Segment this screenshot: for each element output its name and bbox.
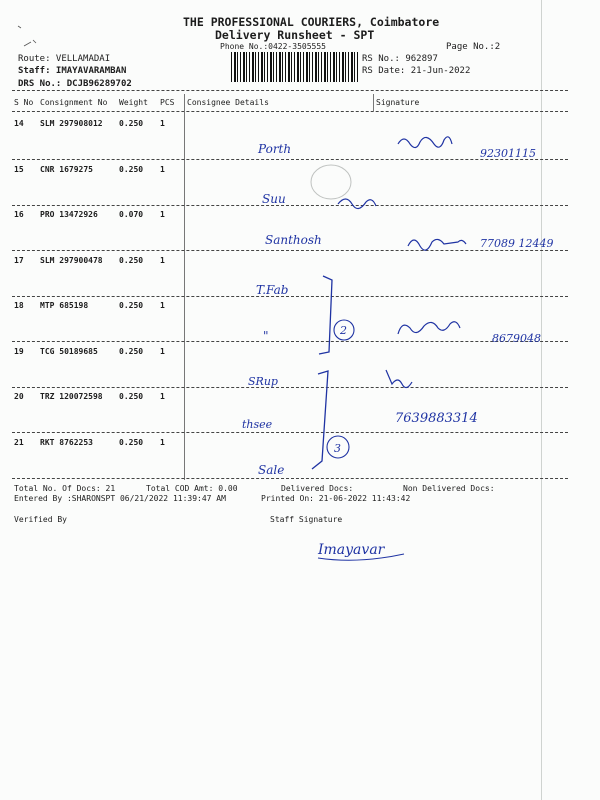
col-consignment-header: Consignment No <box>40 98 108 107</box>
row-pcs: 1 <box>160 165 165 174</box>
col-consignee-header: Consignee Details <box>187 98 269 107</box>
phone-handwriting: 7639883314 <box>395 411 478 426</box>
row-sno: 16 <box>14 210 24 219</box>
circled-number: 3 <box>334 442 341 455</box>
consignee-handwriting: Porth <box>258 142 292 156</box>
row-weight: 0.250 <box>119 119 144 128</box>
consignee-handwriting: T.Fab <box>256 283 289 297</box>
phone-number: Phone No.:0422-3505555 <box>220 42 326 51</box>
consignee-handwriting: thsee <box>242 418 273 431</box>
consignee-handwriting: SRup <box>248 375 278 388</box>
page-number: Page No.:2 <box>446 42 501 52</box>
consignee-handwriting: Sale <box>258 463 285 477</box>
printed-on: Printed On: 21-06-2022 11:43:42 <box>261 494 411 503</box>
row-weight: 0.250 <box>119 165 144 174</box>
row-pcs: 1 <box>160 256 165 265</box>
signature-number: 8679048 <box>492 332 541 345</box>
signature-number: 77089 12449 <box>480 237 554 250</box>
company-title: THE PROFESSIONAL COURIERS, Coimbatore <box>183 15 440 29</box>
verified-by: Verified By <box>14 515 67 524</box>
row-sno: 20 <box>14 392 24 401</box>
rs-date: RS Date: 21-Jun-2022 <box>362 66 471 76</box>
delivered-docs: Delivered Docs: <box>281 484 354 493</box>
total-docs: Total No. Of Docs: 21 <box>14 484 116 493</box>
col-weight-header: Weight <box>119 98 148 107</box>
row-weight: 0.070 <box>119 210 144 219</box>
runsheet-title: Delivery Runsheet - SPT <box>215 28 375 42</box>
row-pcs: 1 <box>160 210 165 219</box>
row-sno: 19 <box>14 347 24 356</box>
row-pcs: 1 <box>160 438 165 447</box>
route: Route: VELLAMADAI <box>18 54 111 64</box>
row-weight: 0.250 <box>119 392 144 401</box>
staff-signature-label: Staff Signature <box>270 515 343 524</box>
row-sno: 21 <box>14 438 24 447</box>
consignee-handwriting: " <box>263 329 269 343</box>
row-consignment-no: CNR 1679275 <box>40 165 93 174</box>
row-weight: 0.250 <box>119 256 144 265</box>
row-consignment-no: PRO 13472926 <box>40 210 98 219</box>
drs-number: DRS No.: DCJB96289702 <box>18 79 132 89</box>
row-pcs: 1 <box>160 119 165 128</box>
consignee-handwriting: Santhosh <box>265 233 322 247</box>
staff-signature: Imayavar <box>318 542 385 558</box>
consignee-handwriting: Suu <box>262 192 286 206</box>
row-weight: 0.250 <box>119 438 144 447</box>
col-pcs-header: PCS <box>160 98 175 107</box>
row-consignment-no: SLM 297900478 <box>40 256 103 265</box>
row-sno: 17 <box>14 256 24 265</box>
circled-number: 2 <box>340 324 347 337</box>
non-delivered-docs: Non Delivered Docs: <box>403 484 495 493</box>
row-consignment-no: RKT 8762253 <box>40 438 93 447</box>
rs-number: RS No.: 962897 <box>362 54 438 64</box>
row-pcs: 1 <box>160 301 165 310</box>
col-signature-header: Signature <box>376 98 420 107</box>
row-weight: 0.250 <box>119 347 144 356</box>
row-sno: 15 <box>14 165 24 174</box>
row-sno: 14 <box>14 119 24 128</box>
signature-number: 92301115 <box>480 147 536 160</box>
row-consignment-no: SLM 297908012 <box>40 119 103 128</box>
row-pcs: 1 <box>160 392 165 401</box>
row-sno: 18 <box>14 301 24 310</box>
row-consignment-no: MTP 685198 <box>40 301 89 310</box>
col-sno-header: S No <box>14 98 34 107</box>
row-pcs: 1 <box>160 347 165 356</box>
row-weight: 0.250 <box>119 301 144 310</box>
total-cod: Total COD Amt: 0.00 <box>146 484 238 493</box>
row-consignment-no: TRZ 120072598 <box>40 392 103 401</box>
entered-by: Entered By :SHARONSPT 06/21/2022 11:39:47 AM <box>14 494 226 503</box>
staff-name: Staff: IMAYAVARAMBAN <box>18 66 127 76</box>
row-consignment-no: TCG 50189685 <box>40 347 98 356</box>
